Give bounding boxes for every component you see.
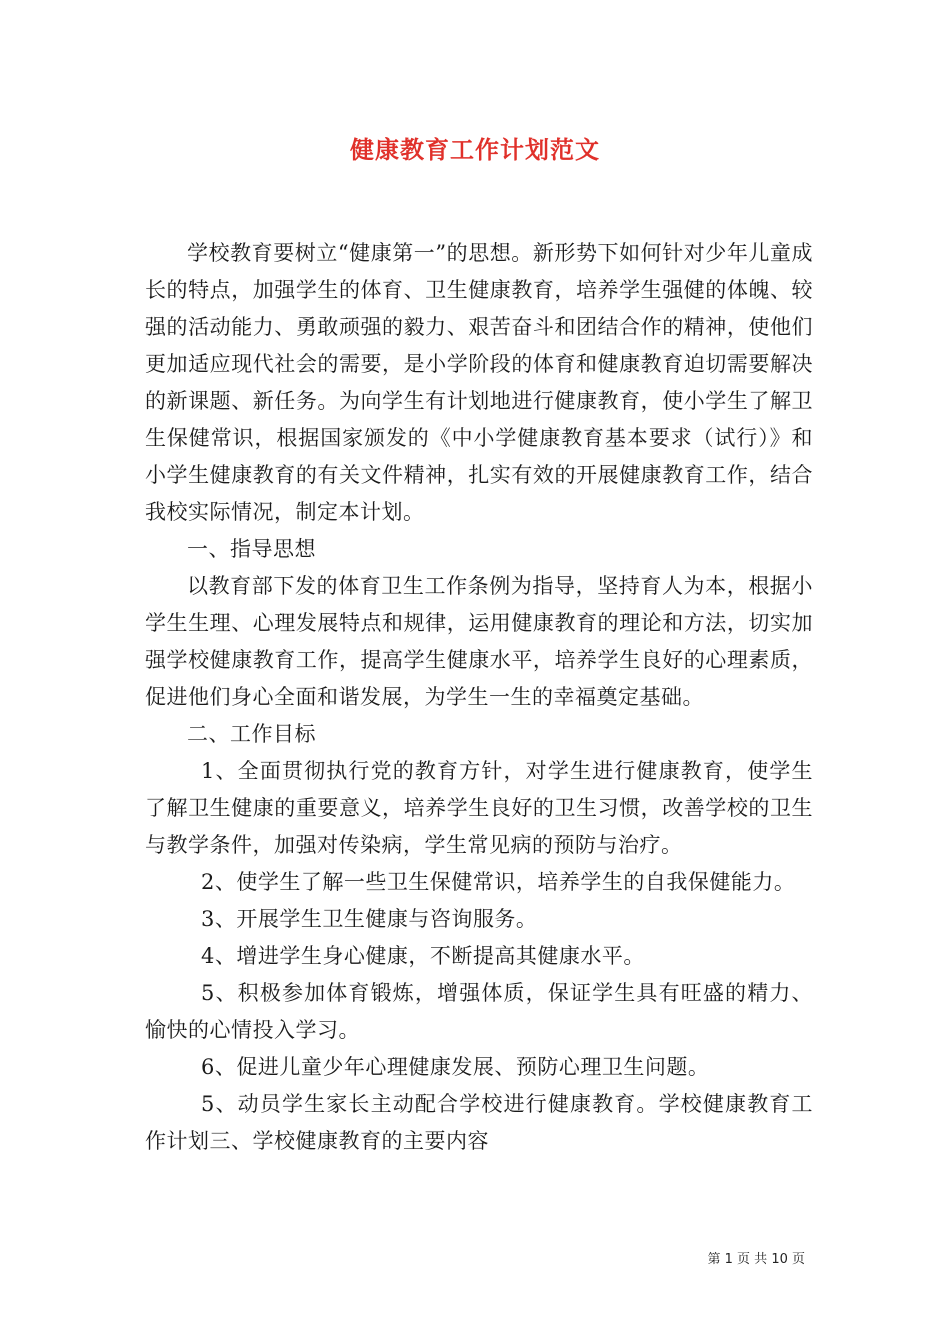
- document-title: 健康教育工作计划范文: [350, 136, 600, 164]
- goal-item-2: 2、使学生了解一些卫生保健常识，培养学生的自我保健能力。: [201, 870, 796, 894]
- goal-item-5: 5、积极参加体育锻炼，增强体质，保证学生具有旺盛的精力、愉快的心情投入学习。: [145, 981, 813, 1042]
- section-heading-guiding-ideology: 一、指导思想: [187, 537, 316, 561]
- goal-item-4: 4、增进学生身心健康，不断提高其健康水平。: [201, 944, 645, 968]
- intro-paragraph: 学校教育要树立“健康第一”的思想。新形势下如何针对少年儿童成长的特点，加强学生的体育、卫生健康教育，培养学生强健的体魄、较强的活动能力、勇敢顽强的毅力、艰苦奋斗和团结合作的精神，使他们更加适应现代社会的需要，是小学阶段的体育和健康教育迫切需要解决的新课题、新任务。为向学生有计划地进行健康教育，使小学生了解卫生保健常识，根据国家颁发的《中小学健康教育基本要求（试行）》和小学生健康教育的有关文件精神，扎实有效的开展健康教育工作，结合我校实际情况，制定本计划。: [145, 241, 813, 524]
- guiding-ideology-paragraph: 以教育部下发的体育卫生工作条例为指导，坚持育人为本，根据小学生生理、心理发展特点和规律，运用健康教育的理论和方法，切实加强学校健康教育工作，提高学生健康水平，培养学生良好的心理素质，促进他们身心全面和谐发展，为学生一生的幸福奠定基础。: [145, 574, 813, 709]
- section-heading-work-goals: 二、工作目标: [187, 722, 316, 746]
- goal-item-1: 1、全面贯彻执行党的教育方针，对学生进行健康教育，使学生了解卫生健康的重要意义，培养学生良好的卫生习惯，改善学校的卫生与教学条件，加强对传染病，学生常见病的预防与治疗。: [145, 759, 813, 857]
- goal-item-6: 6、促进儿童少年心理健康发展、预防心理卫生问题。: [201, 1055, 710, 1079]
- document-body: [145, 235, 813, 1160]
- page-number-footer: 第 1 页 共 10 页: [707, 1252, 805, 1267]
- goal-item-3: 3、开展学生卫生健康与咨询服务。: [201, 907, 538, 931]
- goal-item-7: 5、动员学生家长主动配合学校进行健康教育。学校健康教育工作计划三、学校健康教育的主要内容: [145, 1092, 813, 1153]
